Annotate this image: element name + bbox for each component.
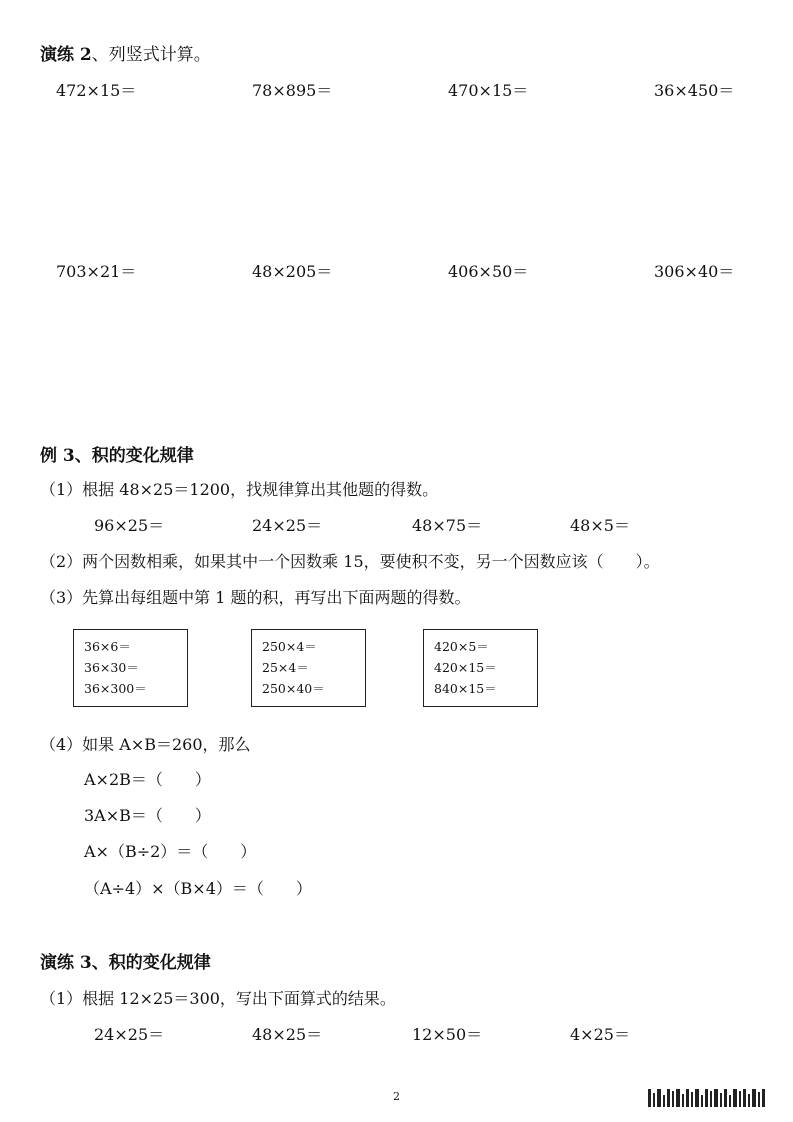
barcode-bar bbox=[743, 1089, 746, 1107]
box2-line-1: 250×4＝ bbox=[262, 639, 317, 654]
barcode-bar bbox=[672, 1091, 674, 1107]
drill2-expr-3: 470×15＝ bbox=[448, 81, 529, 100]
barcode-bar bbox=[657, 1089, 661, 1107]
drill2-title bbox=[40, 40, 211, 65]
example3-q3-box-1 bbox=[73, 629, 188, 707]
barcode-bar bbox=[724, 1089, 727, 1107]
box2-line-2: 25×4＝ bbox=[262, 660, 309, 675]
example3-q4-item-4: （A÷4）×（B×4）＝（ ） bbox=[84, 879, 312, 898]
example3-q1: （1）根据 48×25＝1200，找规律算出其他题的得数。 bbox=[40, 480, 439, 499]
barcode-bar bbox=[667, 1089, 670, 1107]
barcode-bar bbox=[686, 1089, 689, 1107]
barcode-bar bbox=[758, 1092, 760, 1107]
barcode-bar bbox=[691, 1092, 693, 1107]
drill2-title-bold: 演练 2 bbox=[40, 45, 92, 65]
example3-q1-item-2: 24×25＝ bbox=[252, 516, 323, 535]
box2-line-3: 250×40＝ bbox=[262, 681, 325, 696]
example3-q1-item-4: 48×5＝ bbox=[570, 516, 630, 535]
barcode-bar bbox=[714, 1089, 718, 1107]
drill2-expr-1: 472×15＝ bbox=[56, 81, 137, 100]
box3-line-3: 840×15＝ bbox=[434, 681, 497, 696]
example3-q3-box-2 bbox=[251, 629, 366, 707]
example3-q4: （4）如果 A×B＝260，那么 bbox=[40, 735, 251, 754]
drill2-expr-4: 36×450＝ bbox=[654, 81, 735, 100]
barcode-bar bbox=[676, 1089, 680, 1107]
drill3-title: 演练 3、积的变化规律 bbox=[40, 953, 211, 973]
example3-q1-item-1: 96×25＝ bbox=[94, 516, 165, 535]
barcode-bar bbox=[733, 1089, 737, 1107]
barcode-bar bbox=[748, 1094, 750, 1107]
example3-q3: （3）先算出每组题中第 1 题的积，再写出下面两题的得数。 bbox=[40, 588, 471, 607]
barcode-bar bbox=[739, 1091, 741, 1107]
box3-line-1: 420×5＝ bbox=[434, 639, 489, 654]
barcode-bar bbox=[663, 1095, 665, 1107]
page-number: 2 bbox=[393, 1090, 400, 1103]
drill2-expr-8: 306×40＝ bbox=[654, 262, 735, 281]
drill2-expr-7: 406×50＝ bbox=[448, 262, 529, 281]
example3-q3-box-3 bbox=[423, 629, 538, 707]
drill3-q1-item-3: 12×50＝ bbox=[412, 1025, 483, 1044]
barcode-bar bbox=[701, 1095, 703, 1107]
example3-q4-item-2: 3A×B＝（ ） bbox=[84, 806, 211, 825]
drill3-q1: （1）根据 12×25＝300，写出下面算式的结果。 bbox=[40, 989, 396, 1008]
box3-line-2: 420×15＝ bbox=[434, 660, 497, 675]
barcode-bar bbox=[720, 1093, 722, 1107]
example3-q2: （2）两个因数相乘，如果其中一个因数乘 15，要使积不变，另一个因数应该（ ）。 bbox=[40, 552, 660, 571]
drill3-q1-item-2: 48×25＝ bbox=[252, 1025, 323, 1044]
barcode-bar bbox=[695, 1089, 699, 1107]
barcode-bar bbox=[729, 1095, 731, 1107]
drill3-q1-item-1: 24×25＝ bbox=[94, 1025, 165, 1044]
drill2-expr-5: 703×21＝ bbox=[56, 262, 137, 281]
barcode-bar bbox=[705, 1089, 708, 1107]
barcode-bar bbox=[648, 1089, 651, 1107]
drill2-expr-2: 78×895＝ bbox=[252, 81, 333, 100]
barcode-bar bbox=[710, 1091, 712, 1107]
example3-q4-item-3: A×（B÷2）＝（ ） bbox=[84, 842, 257, 861]
box1-line-1: 36×6＝ bbox=[84, 639, 131, 654]
example3-title: 例 3、积的变化规律 bbox=[40, 446, 194, 466]
watermark-barcode bbox=[648, 1087, 765, 1107]
drill2-title-rest: 、列竖式计算。 bbox=[91, 45, 211, 65]
drill2-expr-6: 48×205＝ bbox=[252, 262, 333, 281]
drill3-q1-item-4: 4×25＝ bbox=[570, 1025, 630, 1044]
barcode-bar bbox=[762, 1089, 765, 1107]
box1-line-2: 36×30＝ bbox=[84, 660, 139, 675]
example3-q1-item-3: 48×75＝ bbox=[412, 516, 483, 535]
example3-q4-item-1: A×2B＝（ ） bbox=[84, 770, 211, 789]
barcode-bar bbox=[653, 1093, 655, 1107]
box1-line-3: 36×300＝ bbox=[84, 681, 147, 696]
barcode-bar bbox=[682, 1094, 684, 1107]
barcode-bar bbox=[752, 1089, 756, 1107]
